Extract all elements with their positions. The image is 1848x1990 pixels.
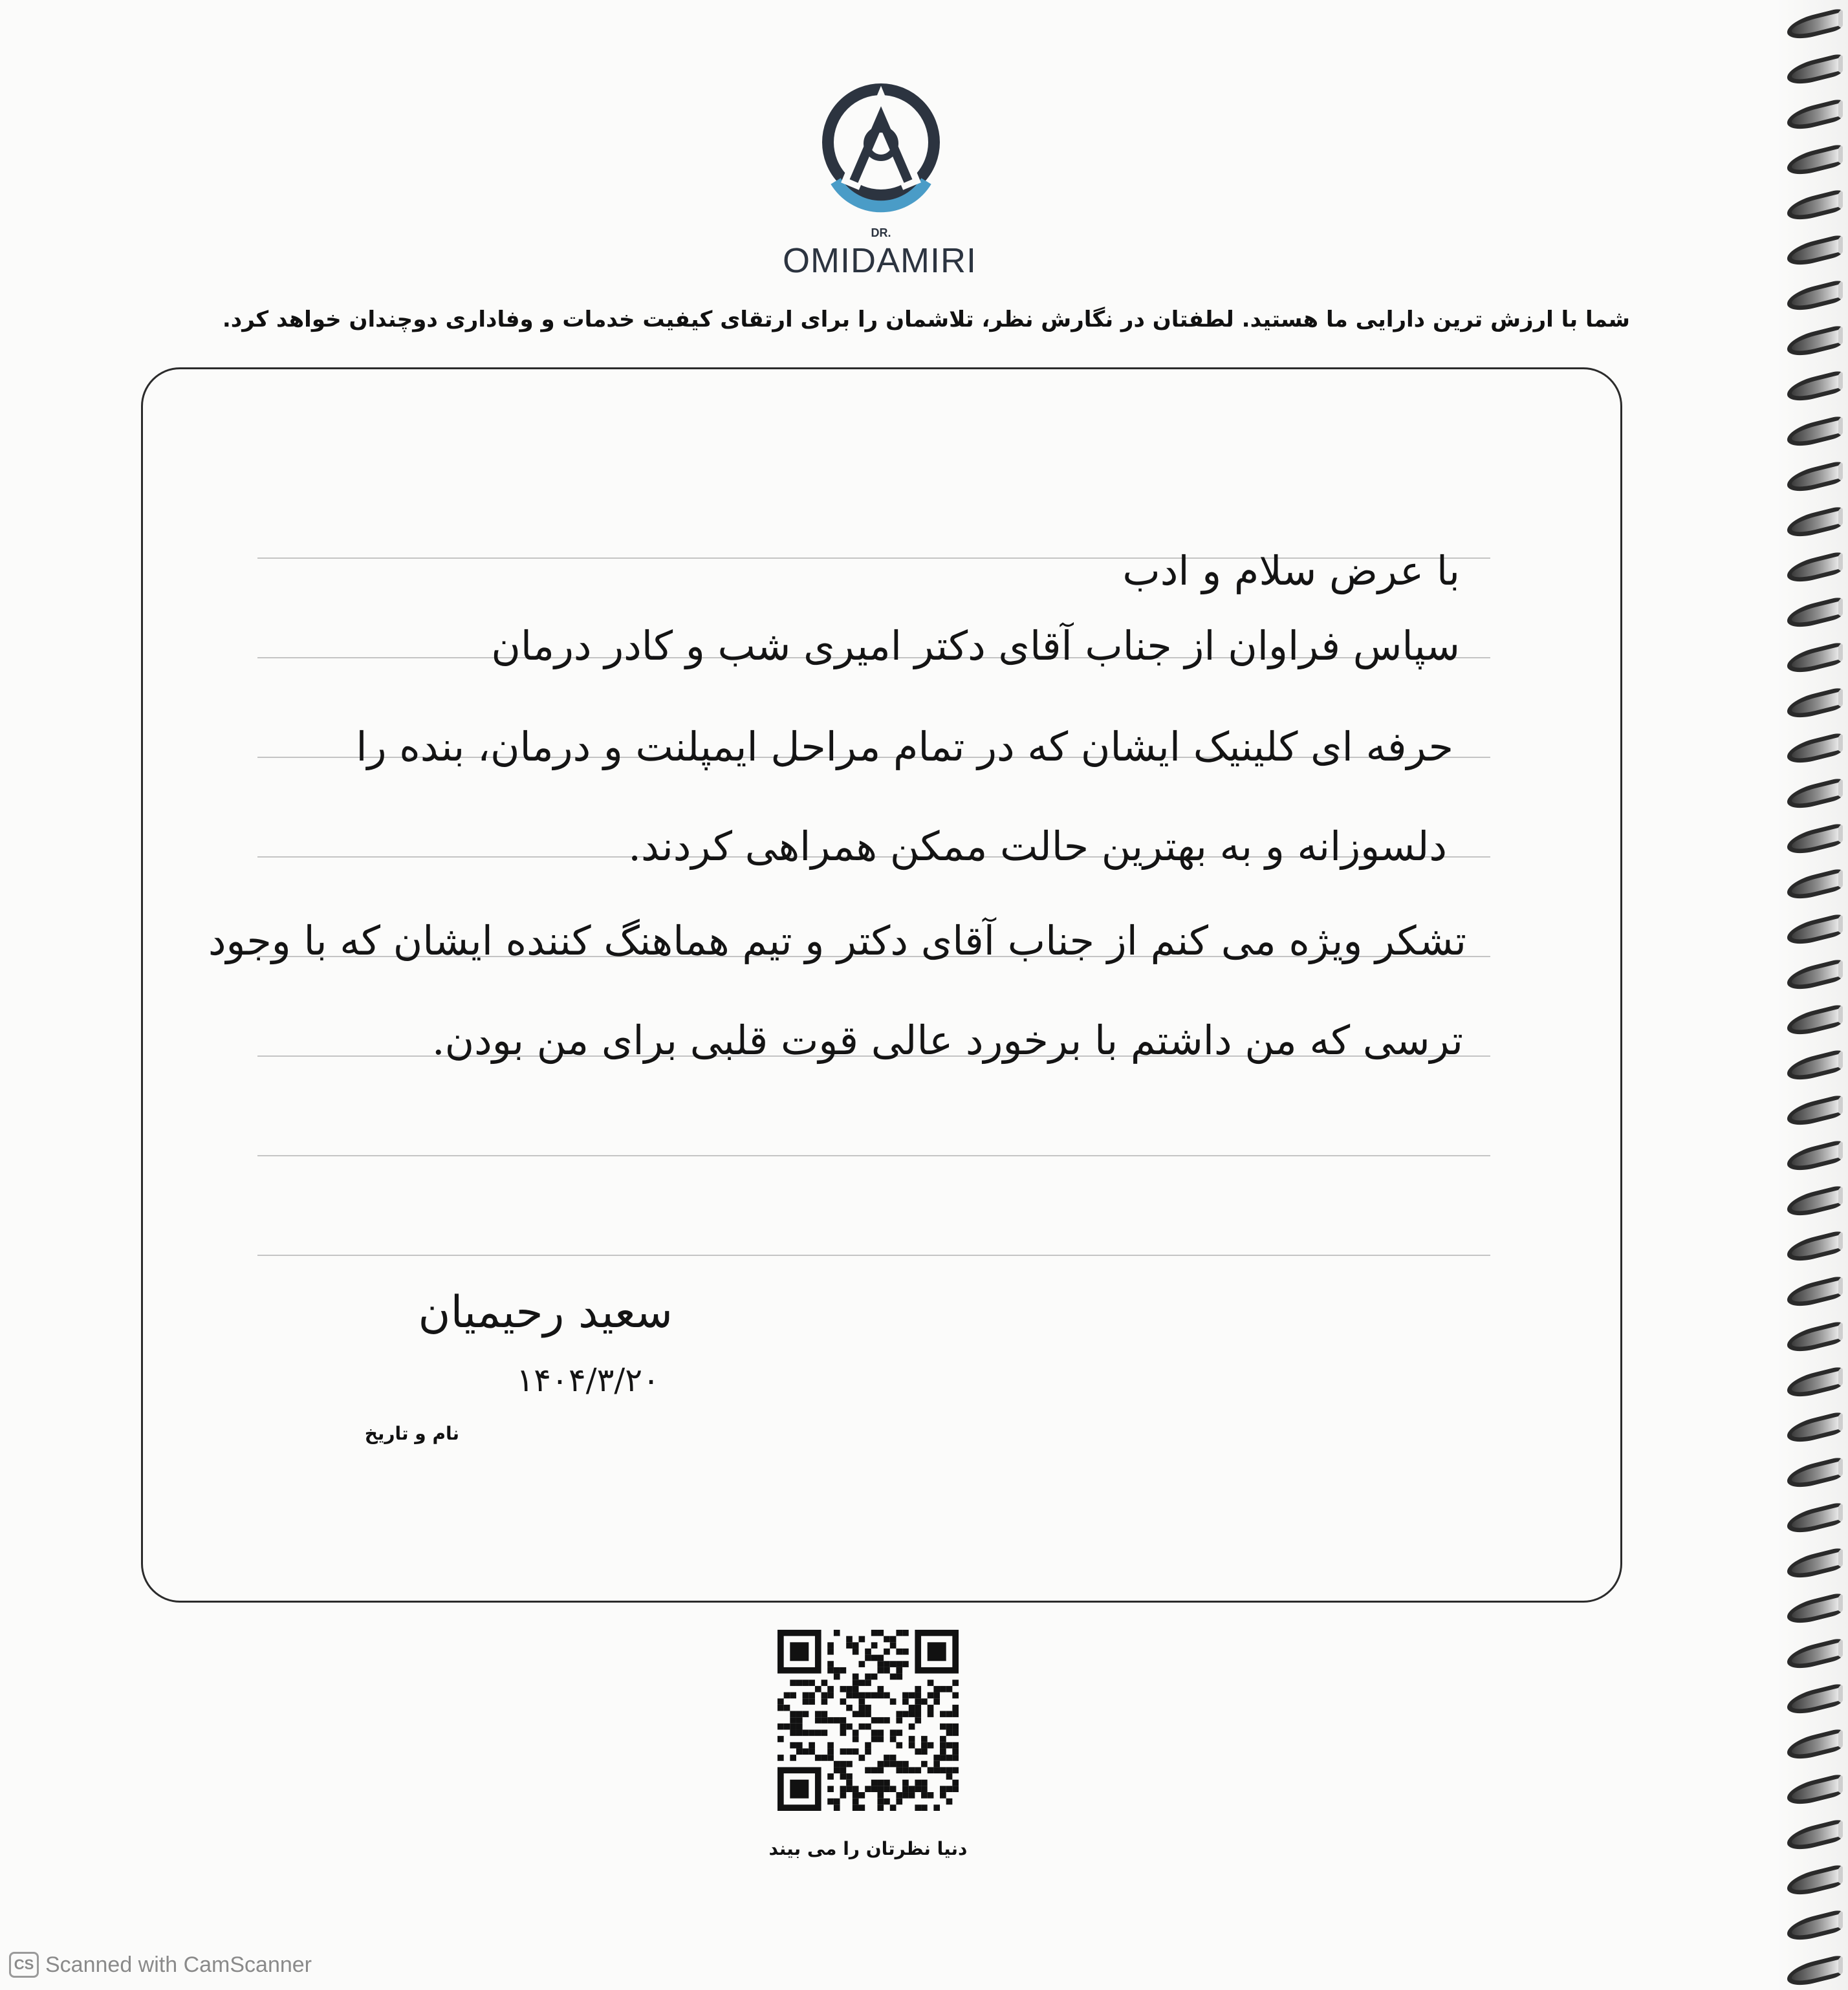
binding-ring <box>1787 52 1843 88</box>
binding-ring <box>1787 1501 1843 1537</box>
binding-ring <box>1787 731 1843 767</box>
binding-ring <box>1787 1456 1843 1491</box>
binding-ring <box>1787 1003 1843 1039</box>
letter-line: دلسوزانه و به بهترین حالت ممکن همراهی کردند. <box>628 823 1447 870</box>
letter-line: ترسی که من داشتم با برخورد عالی قوت قلبی برای من بودن. <box>431 1017 1463 1064</box>
binding-ring <box>1787 686 1843 722</box>
clinic-logo-icon <box>816 78 946 213</box>
binding-ring <box>1787 550 1843 586</box>
binding-ring <box>1787 1682 1843 1718</box>
binding-ring <box>1787 1818 1843 1854</box>
binding-ring <box>1787 641 1843 676</box>
binding-ring <box>1787 1320 1843 1356</box>
letter-line: تشکر ویژه می کنم از جناب آقای دکتر و تیم هماهنگ کننده ایشان که با وجود <box>208 917 1466 964</box>
binding-ring <box>1787 460 1843 495</box>
binding-ring <box>1787 1546 1843 1582</box>
ruled-line <box>257 1155 1490 1156</box>
binding-ring <box>1787 958 1843 993</box>
binding-ring <box>1787 7 1843 43</box>
logo-wordmark: OMIDAMIRI <box>783 241 977 280</box>
binding-ring <box>1787 1909 1843 1944</box>
signature-date: ۱۴۰۴/۳/۲۰ <box>516 1361 660 1399</box>
camscanner-logo-icon: CS <box>9 1952 39 1978</box>
binding-ring <box>1787 913 1843 948</box>
letter-line: با عرض سلام و ادب <box>1122 547 1460 594</box>
binding-ring <box>1787 369 1843 405</box>
camscanner-text: Scanned with CamScanner <box>45 1952 312 1977</box>
ruled-line <box>257 1255 1490 1256</box>
qr-code-icon <box>777 1630 959 1811</box>
binding-ring <box>1787 1094 1843 1129</box>
binding-ring <box>1787 1592 1843 1627</box>
binding-ring <box>1787 1637 1843 1672</box>
name-date-label: نام و تاریخ <box>364 1423 459 1444</box>
binding-ring <box>1787 1365 1843 1401</box>
binding-ring <box>1787 188 1843 224</box>
binding-ring <box>1787 1954 1843 1989</box>
letter-line: حرفه ای کلینیک ایشان که در تمام مراحل ایمپلنت و درمان، بنده را <box>356 723 1453 770</box>
binding-ring <box>1787 415 1843 450</box>
spiral-binding <box>1777 0 1848 1990</box>
binding-ring <box>1787 822 1843 858</box>
binding-ring <box>1787 1727 1843 1763</box>
intro-text: شما با ارزش ترین دارایی ما هستید. لطفتان در نگارش نظر، تلاشمان را برای ارتقای کیفیت خدمات و وفاداری دوچندان خواهد کرد. <box>222 307 1630 332</box>
binding-ring <box>1787 1773 1843 1808</box>
letter-line: سپاس فراوان از جناب آقای دکتر امیری شب و کادر درمان <box>491 622 1460 669</box>
binding-ring <box>1787 1411 1843 1446</box>
binding-ring <box>1787 777 1843 812</box>
binding-ring <box>1787 143 1843 178</box>
binding-ring <box>1787 1275 1843 1310</box>
binding-ring <box>1787 867 1843 903</box>
binding-ring <box>1787 1139 1843 1174</box>
binding-ring <box>1787 1863 1843 1899</box>
binding-ring <box>1787 505 1843 541</box>
binding-ring <box>1787 279 1843 314</box>
binding-ring <box>1787 1048 1843 1084</box>
binding-ring <box>1787 324 1843 360</box>
binding-ring <box>1787 98 1843 133</box>
binding-ring <box>1787 596 1843 631</box>
binding-ring <box>1787 233 1843 269</box>
logo-prefix: DR. <box>871 226 891 239</box>
binding-ring <box>1787 1184 1843 1220</box>
signature-name: سعید رحیمیان <box>418 1287 673 1338</box>
binding-ring <box>1787 1229 1843 1265</box>
qr-caption: دنیا نظرتان را می بیند <box>768 1838 968 1859</box>
camscanner-watermark <box>9 1949 312 1980</box>
